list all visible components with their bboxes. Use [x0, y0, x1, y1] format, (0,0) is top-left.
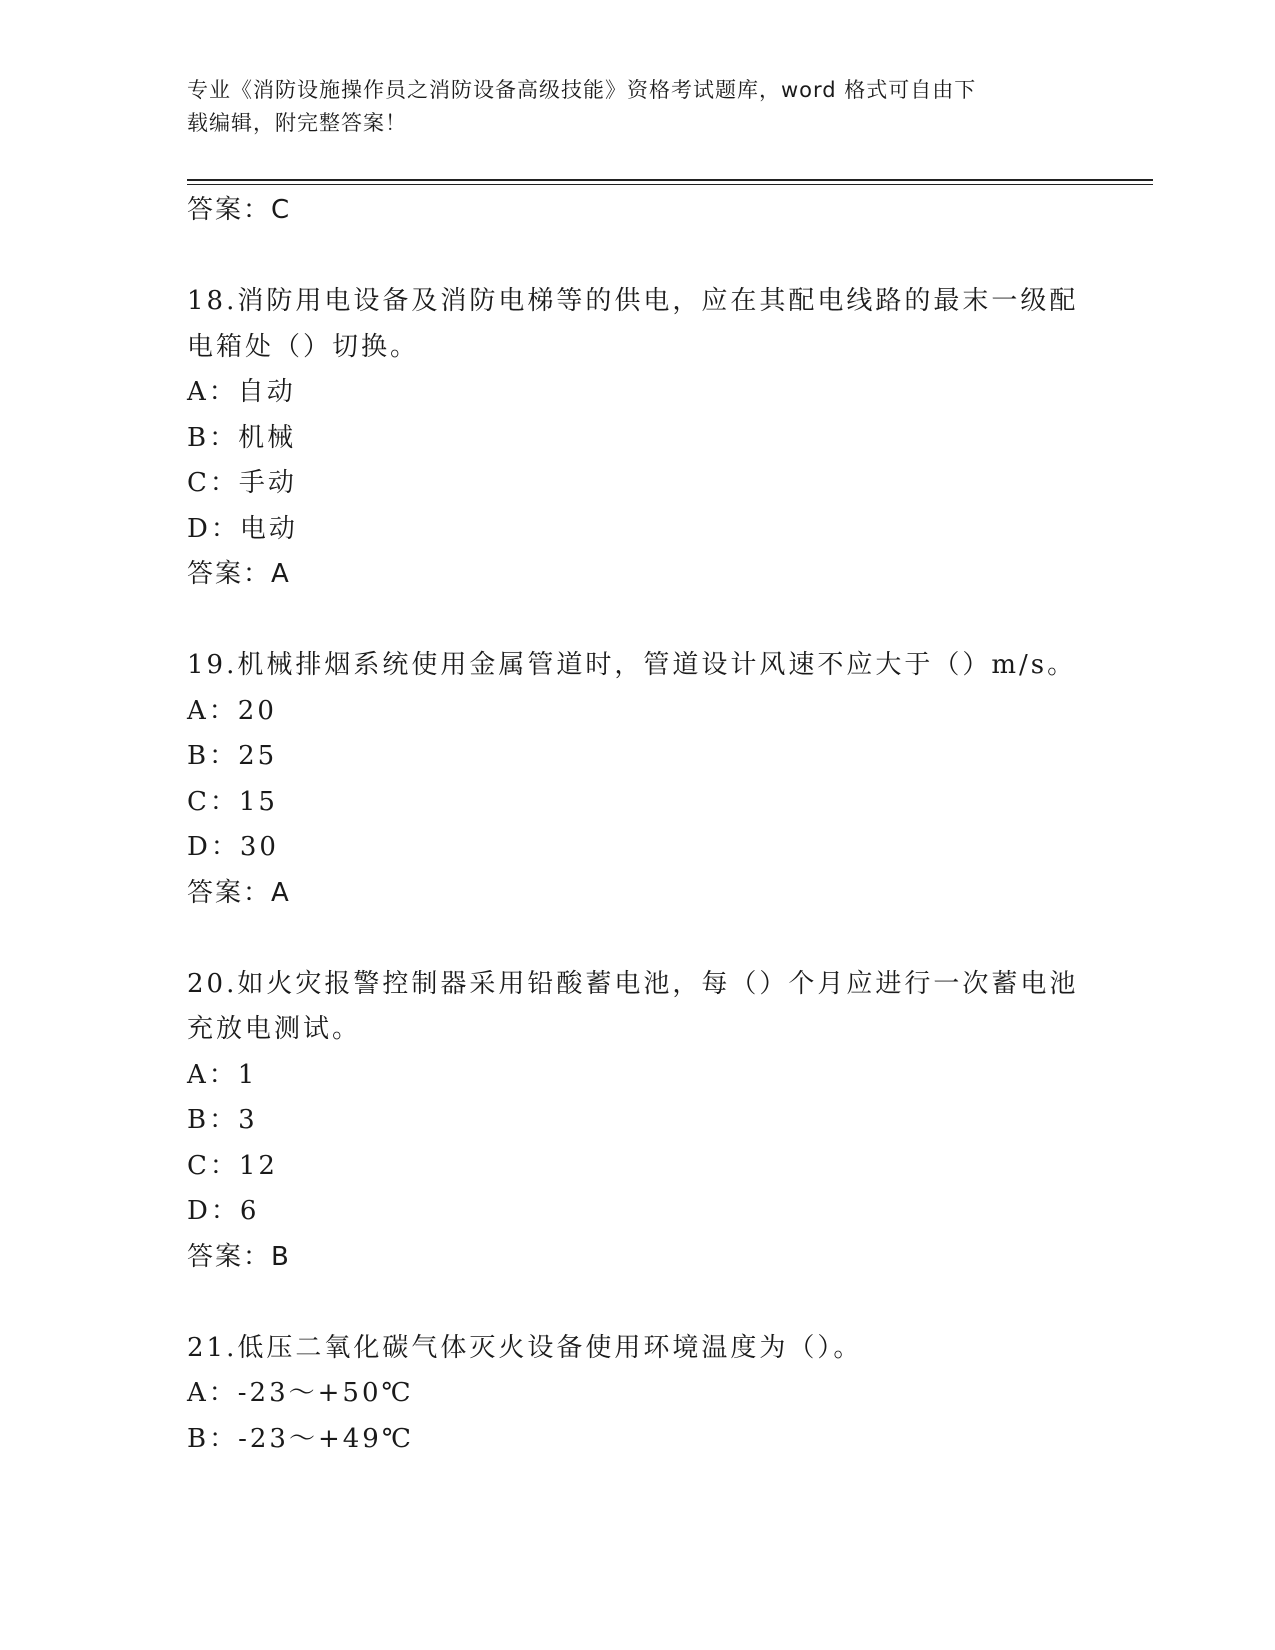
option-a: A：自动 [187, 377, 296, 407]
option-d: D：6 [187, 1196, 260, 1226]
question-19 [187, 643, 1087, 916]
option-d: D：30 [187, 832, 279, 862]
document-header [187, 74, 1067, 140]
answer-line: 答案：A [187, 559, 291, 589]
answer-line: 答案：A [187, 877, 291, 908]
option-a: A：20 [187, 695, 277, 726]
header-line-2: 载编辑，附完整答案！ [187, 111, 407, 135]
option-a: A：1 [187, 1059, 258, 1090]
question-stem: 20.如火灾报警控制器采用铅酸蓄电池，每（）个月应进行一次蓄电池 [187, 968, 1079, 999]
question-stem: 18.消防用电设备及消防电梯等的供电，应在其配电线路的最末一级配 [187, 286, 1079, 316]
option-c: C：手动 [187, 468, 297, 498]
option-c: C：15 [187, 786, 278, 817]
option-c: C：12 [187, 1150, 278, 1181]
answer-line: 答案：B [187, 1241, 291, 1272]
question-stem-continued: 充放电测试。 [187, 1014, 362, 1044]
header-line-1: 专业《消防设施操作员之消防设备高级技能》资格考试题库，word 格式可自由下 [187, 78, 977, 102]
spacer [187, 1280, 1087, 1326]
spacer [187, 916, 1087, 962]
option-a: A：-23～+50℃ [187, 1378, 414, 1408]
header-rule-thick [187, 179, 1153, 181]
answer-line: 答案：C [187, 195, 292, 225]
question-18 [187, 279, 1087, 598]
option-b: B：3 [187, 1105, 258, 1135]
question-stem-continued: 电箱处（）切换。 [187, 331, 420, 362]
question-20 [187, 962, 1087, 1281]
question-21 [187, 1326, 1087, 1463]
option-d: D：电动 [187, 513, 298, 544]
question-list [187, 188, 1087, 1462]
question-stem: 21.低压二氧化碳气体灭火设备使用环境温度为（）。 [187, 1332, 863, 1363]
option-b: B：-23～+49℃ [187, 1423, 414, 1454]
spacer [187, 234, 1087, 280]
question-stem: 19.机械排烟系统使用金属管道时，管道设计风速不应大于（）m/s。 [187, 650, 1077, 680]
spacer [187, 598, 1087, 644]
option-b: B：机械 [187, 422, 297, 453]
option-b: B：25 [187, 741, 278, 771]
header-rule-thin [187, 184, 1153, 185]
